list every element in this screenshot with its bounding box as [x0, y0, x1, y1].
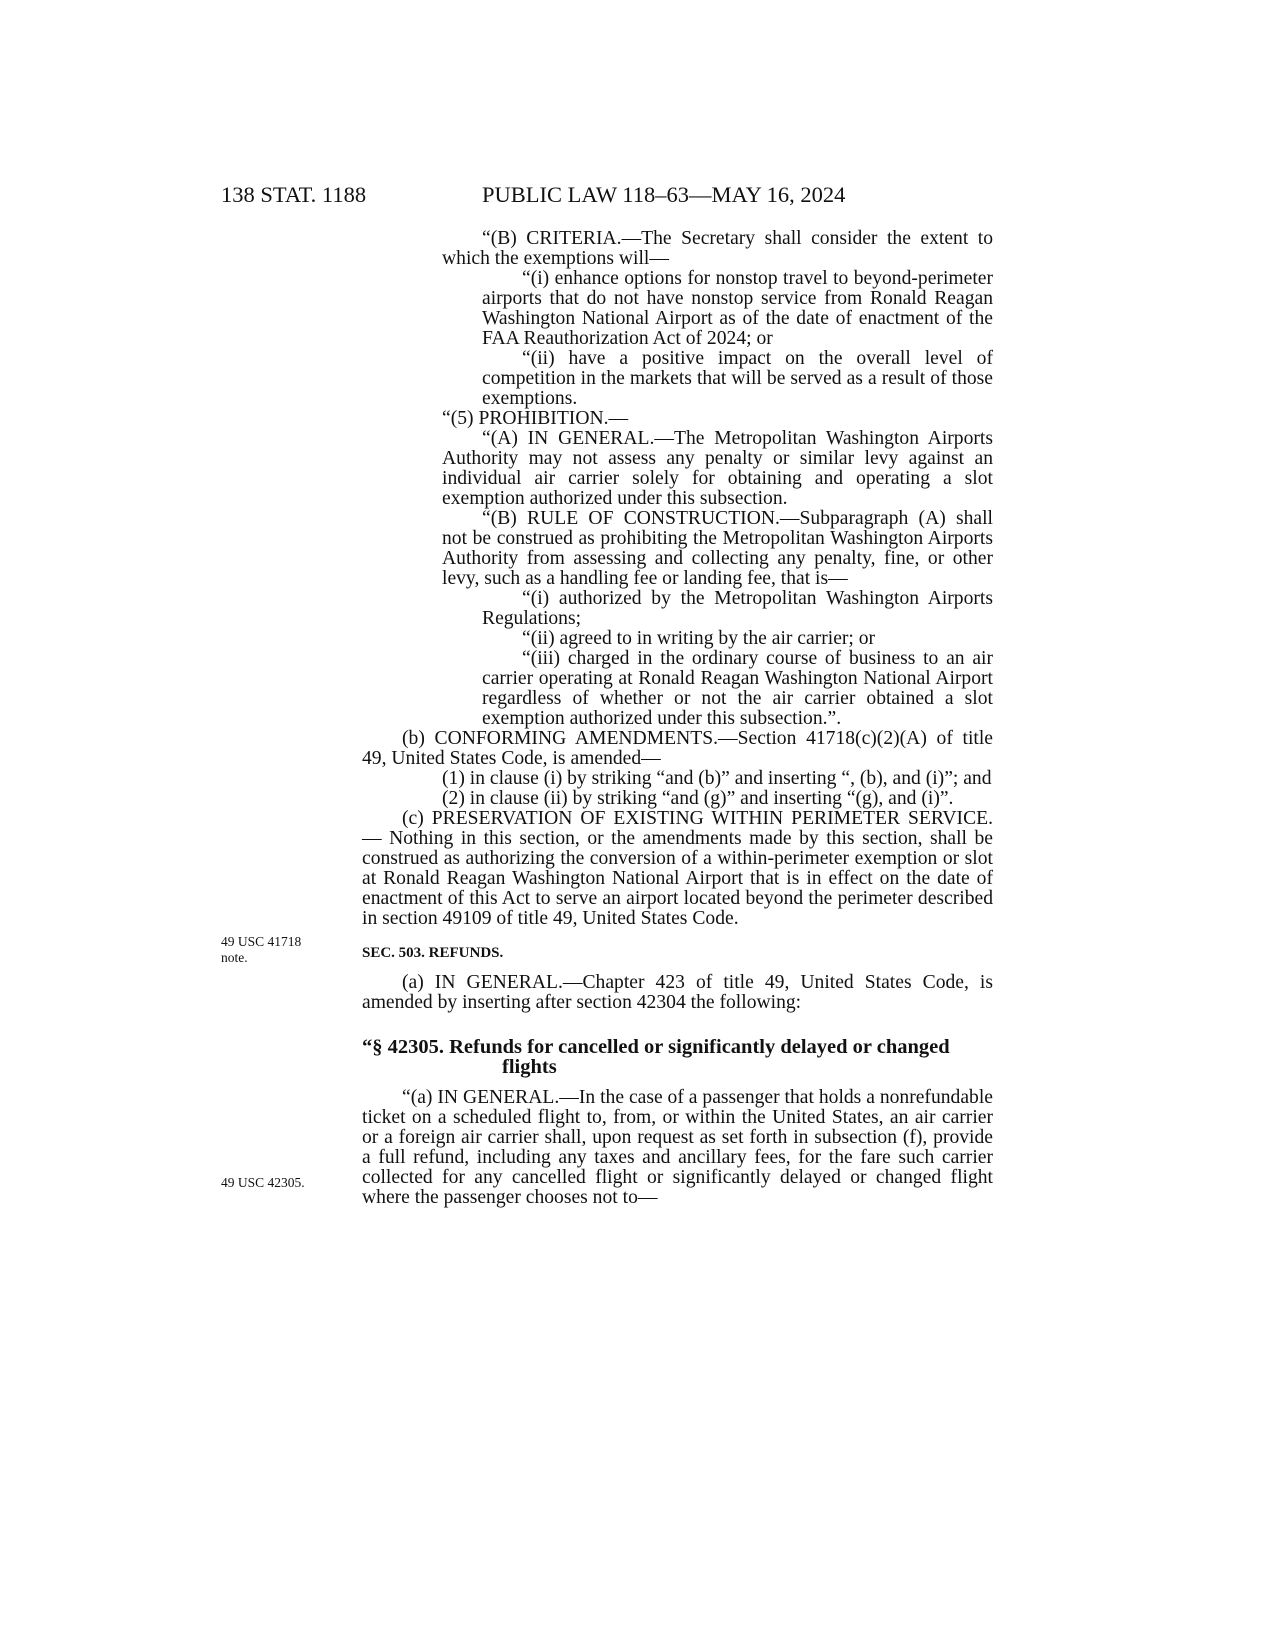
- subsection-c-preservation: [362, 809, 993, 929]
- clause-i-authorized: “(i) authorized by the Metropolitan Washington Airports Regulations;: [482, 588, 993, 629]
- subparagraph-b-criteria: [362, 229, 993, 269]
- amendment-1: (1) in clause (i) by striking “and (b)” and inserting “, (b), and (i)”; and: [442, 768, 992, 789]
- small-caps-heading: RITERIA: [539, 228, 617, 249]
- small-caps-heading: RESERVATION OF: [442, 808, 606, 829]
- small-caps-heading: N: [441, 972, 456, 993]
- text-run: .—In the case of a passenger that holds a nonrefundable ticket on a scheduled flight to, from, or within the United States, an air carrier or a foreign air carrier shall, upon request as set forth in subsection (f), provide a full refund, including any taxes and ancillary fees, for the fare such carrier collected for any cancelled flight or significantly delayed or changed flight where the passenger chooses not to—: [362, 1087, 993, 1208]
- text-run: .—The Metropolitan Washington Airports Authority may not assess any penalty or similar levy against an individual air carrier solely for obtaining and operating a slot exemption authorized under this subsection.: [442, 428, 993, 509]
- text-run: .—The Secretary shall consider the extent to which the exemptions will—: [442, 228, 993, 269]
- small-caps-heading: N GENERAL: [534, 428, 650, 449]
- clause-ii-agreed: “(ii) agreed to in writing by the air carrier; or: [522, 628, 876, 649]
- margin-note-line: note.: [221, 950, 248, 965]
- text-run: “(B) R: [482, 508, 541, 529]
- text-run: .—Chapter 423 of title 49, United States Code, is amended by inserting after section 42304 the following:: [362, 972, 993, 1013]
- small-caps-heading: N: [443, 1087, 459, 1108]
- small-caps-heading: ITHIN: [729, 808, 784, 829]
- small-caps-heading: ROHIBITION: [489, 408, 604, 429]
- text-run: .—Subparagraph (A) shall not be construed as prohibiting the Metropolitan Washington Airports Authority from assessing and collecting any penalty, fine, or other levy, such as a handling fee or landing fee, that is—: [442, 508, 993, 589]
- text-run: “(a) I: [402, 1087, 444, 1108]
- subsection-b-conforming-amendments: [362, 729, 993, 769]
- small-caps-heading: ONFORMING: [447, 728, 567, 749]
- text-run: G: [458, 1087, 478, 1108]
- page-header: [0, 180, 1275, 210]
- statute-body: [362, 229, 993, 1208]
- text-run: (a) I: [402, 972, 442, 993]
- clause-iii-charged: “(iii) charged in the ordinary course of business to an air carrier operating at Ronald Reagan Washington National Airport regardless of whether or not the air carrier obtained a slot exemption authorized under this subsection.”.: [482, 648, 993, 729]
- text-run: S: [900, 808, 919, 829]
- section-42305-subsection-a: [362, 1088, 993, 1208]
- small-caps-heading: ENERAL: [480, 972, 558, 993]
- text-run: .—: [603, 408, 629, 429]
- margin-note-42305: [221, 1175, 341, 1191]
- text-run: “(A) I: [482, 428, 535, 449]
- text-run: A: [566, 728, 590, 749]
- clause-ii-competition: “(ii) have a positive impact on the overall level of competition in the markets that will be served as a result of those exemptions.: [482, 348, 993, 409]
- clause-i-enhance-options: “(i) enhance options for nonstop travel to beyond-perimeter airports that do not have nonstop service from Ronald Reagan Washington National Airport as of the date of enactment of the FAA Reauthorization Act of 2024; or: [482, 268, 993, 349]
- text-run: (c) P: [402, 808, 443, 829]
- small-caps-heading: ENERAL: [477, 1087, 555, 1108]
- text-run: P: [783, 808, 803, 829]
- margin-note-41718: [221, 934, 341, 966]
- small-caps-heading: ERIMETER: [802, 808, 901, 829]
- subparagraph-b-rule-of-construction: [362, 509, 993, 589]
- amendment-2: (2) in clause (ii) by striking “and (g)” and inserting “(g), and (i)”.: [442, 788, 954, 809]
- small-caps-heading: XISTING: [625, 808, 704, 829]
- text-run: .—Section 41718(c)(2)(A) of title 49, United States Code, is amended—: [362, 728, 993, 769]
- small-caps-heading: ERVICE: [918, 808, 989, 829]
- section-42305-title: “§ 42305. Refunds for cancelled or significantly delayed or changed flights: [362, 1036, 950, 1078]
- text-run: E: [605, 808, 626, 829]
- text-run: .— Nothing in this section, or the amendments made by this section, shall be construed as authorizing the conversion of a within-perimeter exemption or slot at Ronald Reagan Washington National Airport that is in effect on the date of enactment of this Act to serve an airport located beyond the perimeter described in section 49109 of title 49, United States Code.: [362, 808, 994, 929]
- text-run: “(B) C: [482, 228, 540, 249]
- public-law-citation: PUBLIC LAW 118–63—MAY 16, 2024: [482, 182, 846, 207]
- small-caps-heading: ULE OF CONSTRUCTION: [540, 508, 776, 529]
- text-run: W: [703, 808, 730, 829]
- text-run: (b) C: [402, 728, 448, 749]
- statute-page-number: 138 STAT. 1188: [221, 182, 367, 207]
- small-caps-heading: MENDMENTS: [589, 728, 714, 749]
- text-run: G: [455, 972, 481, 993]
- margin-note-line: 49 USC 42305.: [221, 1175, 305, 1190]
- subparagraph-a-in-general: [362, 429, 993, 509]
- subsection-a-in-general: [362, 973, 993, 1013]
- section-503-heading: SEC. 503. REFUNDS.: [362, 945, 504, 961]
- paragraph-5-prohibition: [362, 409, 993, 429]
- text-run: “(5) P: [442, 408, 490, 429]
- margin-note-line: 49 USC 41718: [221, 934, 302, 949]
